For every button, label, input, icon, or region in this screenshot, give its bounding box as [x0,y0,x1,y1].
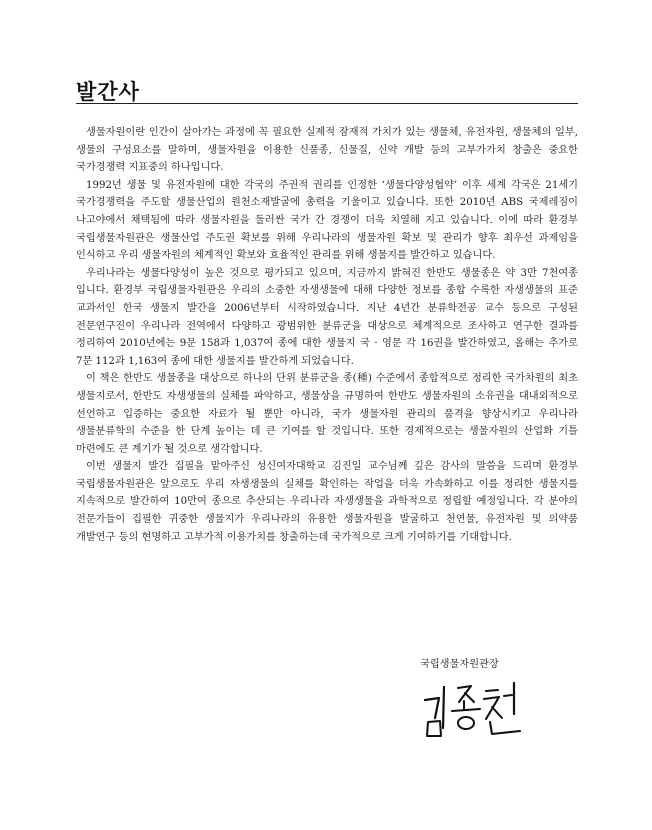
signature-block [420,655,560,740]
page-title: 발간사 [76,80,140,104]
signer-title: 국립생물자원관장 [420,659,499,670]
paragraph-3: 우리나라는 생물다양성이 높은 것으로 평가되고 있으며, 지금까지 밝혀진 한반도 생물종은 약 3만 7천여종 입니다. 환경부 국립생물자원관은 우리의 소중한 자생생물에 대해 다양한 정보를 종합 수록한 자생생물의 표준 교과서인 한국 생물지 발간을 2006년부터 시작하였습니다. 지난 4년간 분류학전공 교수 등으로 구성된 전문연구진이 우리나라 전역에서 다양하고 광범위한 분류군을 대상으로 체계적으로 조사하고 연구한 결과를 정리하여 2010년에는 9문 158과 1,037여 종에 대한 생물지 국 · 영문 각 16권을 발간하였고, 올해는 추가로 7문 112과 1,163여 종에 대한 생물지를 발간하게 되었습니다. [76,267,578,367]
handwritten-signature [418,678,528,740]
paragraph-5: 이번 생물지 발간 집필을 맡아주신 성신여자대학교 김진일 교수님께 깊은 감사의 말씀을 드리며 환경부 국립생물자원관은 앞으로도 우리 자생생물의 실체를 확인하는 작업을 더욱 가속화하고 이를 정리한 생물지를 지속적으로 발간하여 10만여 종으로 추산되는 우리나라 자생생물을 과학적으로 정립할 예정입니다. 각 분야의 전문가들이 집필한 귀중한 생물지가 우리나라의 유용한 생물자원을 발굴하고 천연물, 유전자원 및 의약품 개발연구 등의 현명하고 고부가적 이용가치를 창출하는데 국가적으로 크게 기여하기를 기대합니다. [76,461,578,543]
paragraph-1: 생물자원이란 인간이 살아가는 과정에 꼭 필요한 실제적 잠재적 가치가 있는 생물체, 유전자원, 생물체의 일부, 생물의 구성요소를 말하며, 생물자원을 이용한 신품종, 신물질, 신약 개발 등의 고부가가치 창출은 중요한 국가경쟁력 지표중의 하나입니다. [76,127,578,174]
paragraph-4: 이 책은 한반도 생물종을 대상으로 하나의 단위 분류군을 종(種) 수준에서 종합적으로 정리한 국가차원의 최초 생물지로서, 한반도 자생생물의 실체를 파악하고, 생물상을 규명하여 한반도 생물자원의 소유권을 대내외적으로 선언하고 입증하는 중요한 자료가 될 뿐만 아니라, 국가 생물자원 관리의 품격을 향상시키고 우리나라 생물분류학의 수준을 한 단계 높이는 데 큰 기여를 할 것입니다. 또한 경제적으로는 생물자원의 산업화 기틀 마련에도 큰 계기가 될 것으로 생각합니다. [76,373,578,455]
paragraph-2: 1992년 생물 및 유전자원에 대한 각국의 주권적 권리를 인정한 ‘생물다양성협약’ 이후 세계 각국은 21세기 국가경쟁력을 주도할 생물산업의 원천소재발굴에 총력을 기울이고 있습니다. 또한 2010년 ABS 국제레짐이 나고야에서 채택됨에 따라 생물자원을 둘러싼 국가 간 경쟁이 더욱 치열해 지고 있습니다. 이에 따라 환경부 국립생물자원관은 생물산업 주도권 확보를 위해 우리나라의 생물자원 확보 및 관리가 향후 최우선 과제임을 인식하고 우리 생물자원의 체계적인 확보와 효율적인 관리를 위해 생물지를 발간하고 있습니다. [76,179,578,262]
title-rule [76,103,578,104]
body-text [76,124,578,546]
